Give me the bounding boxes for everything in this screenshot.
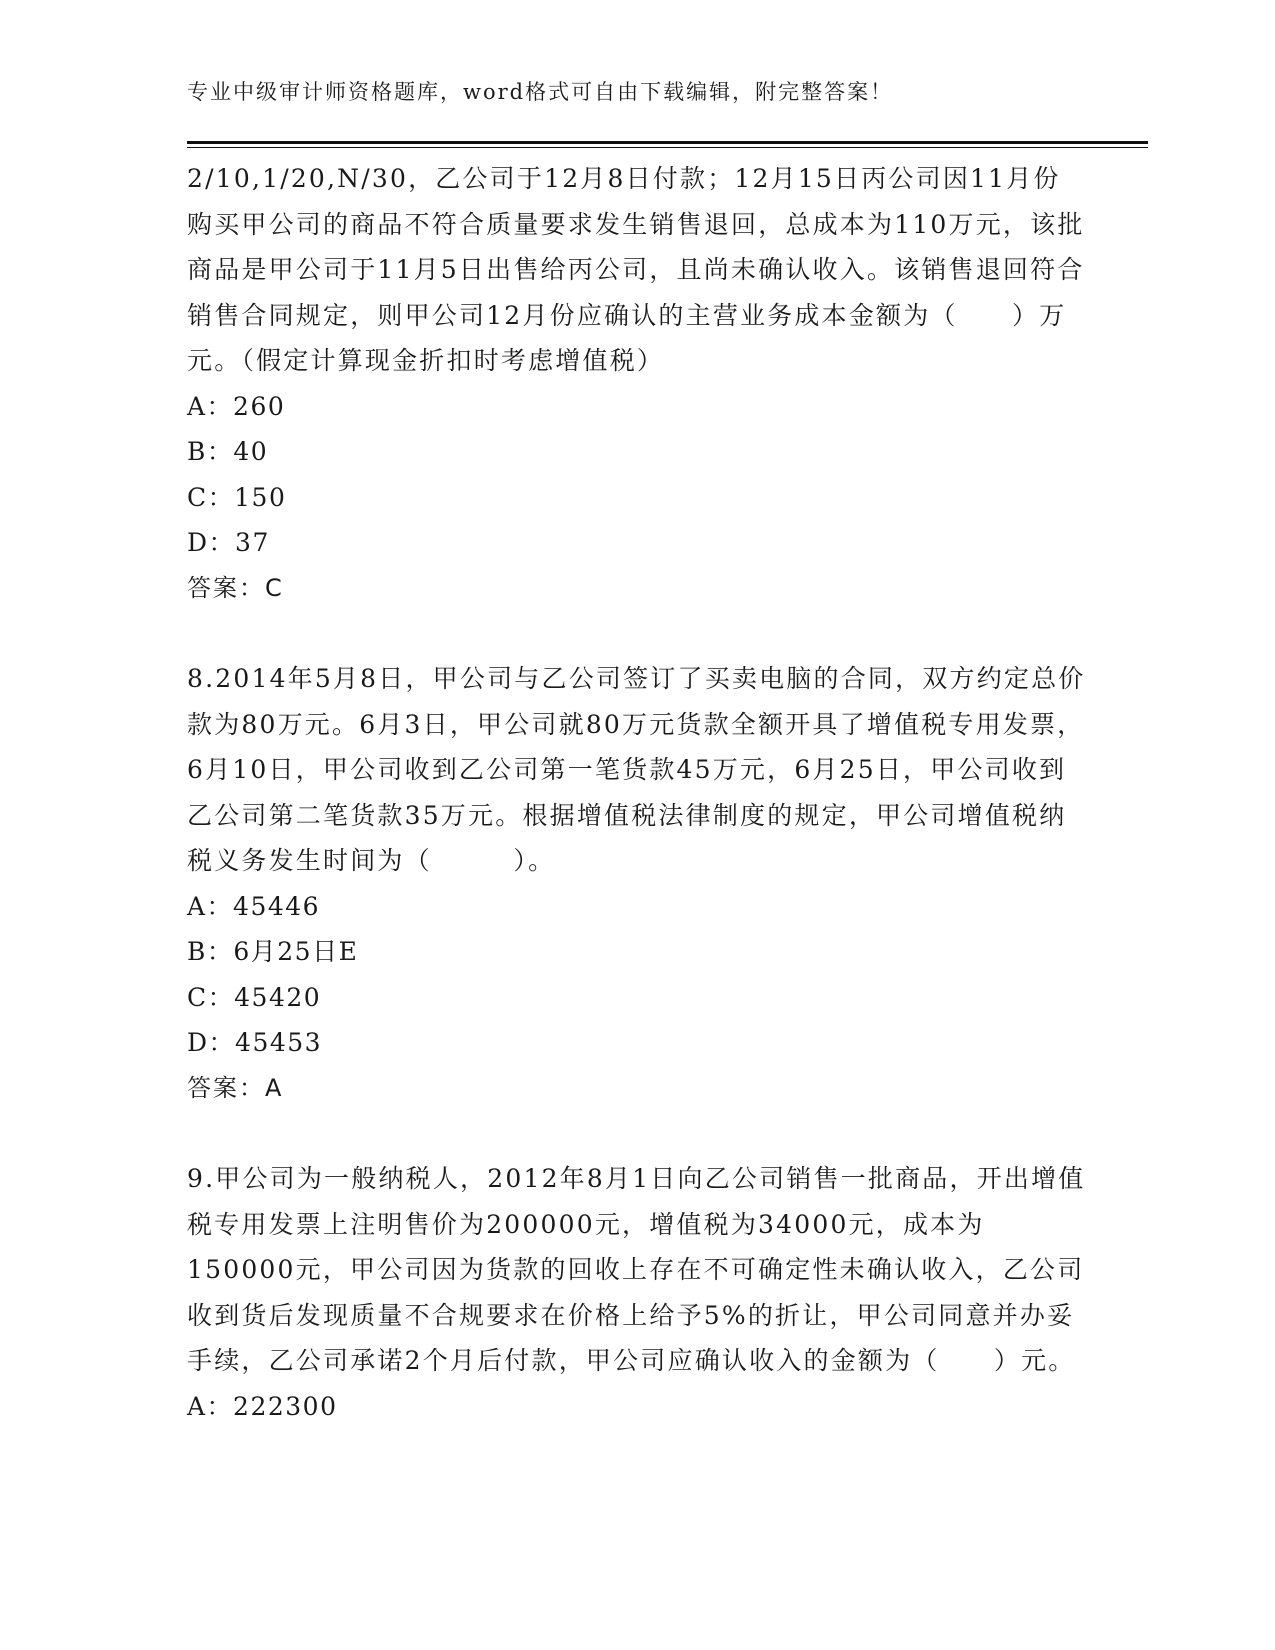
page-header: 专业中级审计师资格题库，word格式可自由下载编辑，附完整答案！: [187, 80, 894, 104]
header-rule-thin: [187, 147, 1148, 148]
answer-line: 答案：C: [187, 573, 284, 602]
option-c: C：45420: [187, 982, 322, 1012]
document-body: [187, 156, 1087, 1429]
option-a: A：260: [187, 391, 286, 421]
option-d: D：37: [187, 528, 270, 557]
option-c: C：150: [187, 482, 287, 512]
answer-line: 答案：A: [187, 1073, 284, 1102]
question-stem: 9.甲公司为一般纳税人，2012年8月1日向乙公司销售一批商品，开出增值税专用发票上注明售价为200000元，增值税为34000元，成本为150000元，甲公司因为货款的回收上存在不可确定性未确认收入，乙公司收到货后发现质量不合规要求在价格上给予5%的折让，甲公司同意并办妥手续，乙公司承诺2个月后付款，甲公司应确认收入的金额为（ ）元。: [187, 1164, 1086, 1375]
option-b: B：6月25日E: [187, 937, 359, 966]
question-stem: 2/10,1/20,N/30，乙公司于12月8日付款；12月15日丙公司因11月份购买甲公司的商品不符合质量要求发生销售退回，总成本为110万元，该批商品是甲公司于11月5日出售给丙公司，且尚未确认收入。该销售退回符合销售合同规定，则甲公司12月份应确认的主营业务成本金额为（ ）万元。（假定计算现金折扣时考虑增值税）: [187, 164, 1085, 375]
question-stem: 8.2014年5月8日，甲公司与乙公司签订了买卖电脑的合同，双方约定总价款为80万元。6月3日，甲公司就80万元货款全额开具了增值税专用发票，6月10日，甲公司收到乙公司第一笔货款45万元，6月25日，甲公司收到乙公司第二笔货款35万元。根据增值税法律制度的规定，甲公司增值税纳税义务发生时间为（ ）。: [187, 664, 1086, 875]
option-a: A：222300: [187, 1391, 338, 1421]
option-b: B：40: [187, 437, 269, 466]
spacer: [187, 611, 1087, 656]
question-8: [187, 656, 1087, 1111]
header-rule-thick: [187, 141, 1148, 144]
question-7: [187, 156, 1087, 611]
spacer: [187, 1111, 1087, 1156]
option-a: A：45446: [187, 891, 321, 921]
option-d: D：45453: [187, 1028, 323, 1057]
question-9: [187, 1156, 1087, 1429]
